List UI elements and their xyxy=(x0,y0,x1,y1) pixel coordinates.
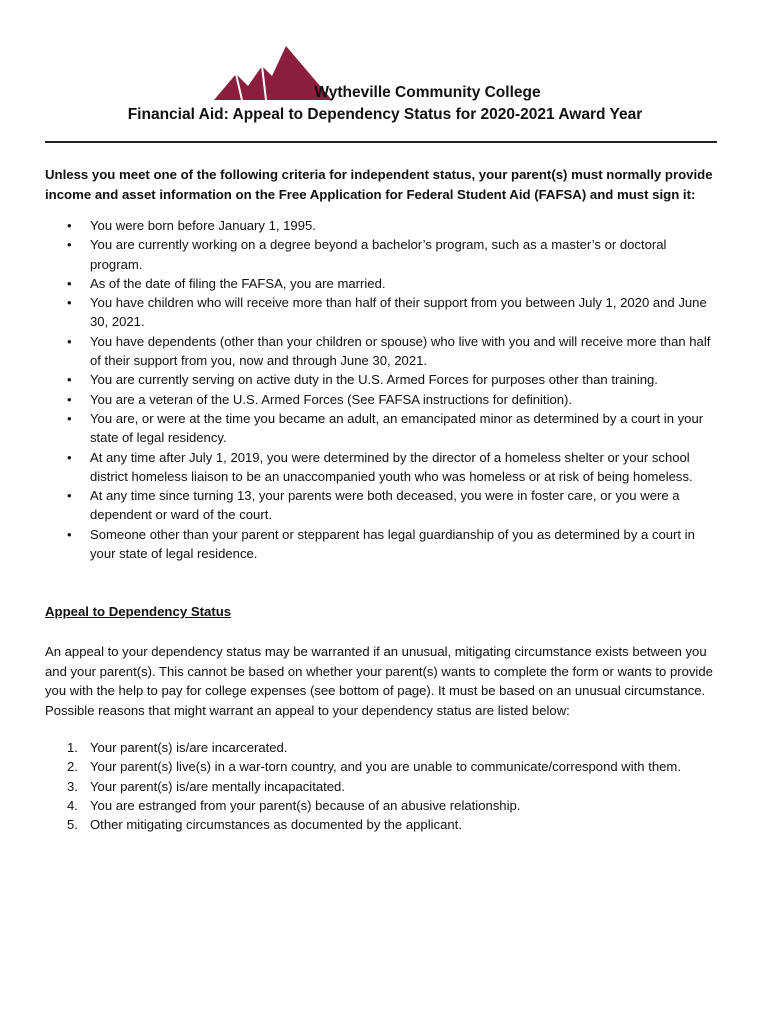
list-item: • You were born before January 1, 1995. xyxy=(45,216,720,235)
bullet-icon: • xyxy=(67,237,72,253)
list-item: • You are currently serving on active duty in the U.S. Armed Forces for purposes other than training. xyxy=(45,370,720,389)
list-item: • At any time since turning 13, your parents were both deceased, you were in foster care, or you were a dependent or ward of the court. xyxy=(67,488,680,523)
bullet-icon: • xyxy=(67,372,72,388)
list-item: • At any time after July 1, 2019, you were determined by the director of a homeless shelter or your school district homeless liaison to be an unaccompanied youth who was homeless or at risk of being homeless. xyxy=(67,449,693,484)
bullet-icon: • xyxy=(67,275,72,291)
bullet-icon: • xyxy=(67,488,72,504)
list-item: 3. Your parent(s) is/are mentally incapacitated. xyxy=(67,778,345,794)
list-item: 5. Other mitigating circumstances as documented by the applicant. xyxy=(67,817,462,833)
list-item: • Someone other than your parent or stepparent has legal guardianship of you as determined by a court in your state of legal residence. xyxy=(67,526,695,562)
bullet-icon: • xyxy=(67,449,72,465)
list-item: • You have dependents (other than your children or spouse) who live with you and will receive more than half of their support from you, now and through June 30, 2021. xyxy=(67,333,711,369)
bullet-icon: • xyxy=(67,410,72,426)
bullet-icon: • xyxy=(67,333,72,349)
list-item: • You are, or were at the time you became an adult, an emancipated minor as determined by a court in your state of legal residency. xyxy=(67,410,704,446)
criteria-list xyxy=(45,216,720,563)
appeal-heading: Appeal to Dependency Status xyxy=(45,604,232,619)
list-item: • As of the date of filing the FAFSA, you are married. xyxy=(45,274,720,293)
reasons-list xyxy=(45,738,705,834)
list-item: 1. Your parent(s) is/are incarcerated. xyxy=(67,740,288,755)
intro-paragraph: Unless you meet one of the following criteria for independent status, your parent(s) must normally provide income and asset information on the Free Application for Federal Student Aid (FAFSA) and must sign it: xyxy=(45,167,713,202)
appeal-paragraph: An appeal to your dependency status may be warranted if an unusual, mitigating circumstance exists between you and your parent(s). This cannot be based on whether your parent(s) wants to complete the form or wants to provide you with the help to pay for college expenses (see bottom of page). It must be based on an unusual circumstance. Possible reasons that might warrant an appeal to your dependency status are listed below: xyxy=(45,644,713,718)
college-name: Wytheville Community College xyxy=(314,84,541,101)
bullet-icon: • xyxy=(67,218,72,233)
bullet-icon: • xyxy=(67,526,72,542)
list-item: • You are a veteran of the U.S. Armed Forces (See FAFSA instructions for definition). xyxy=(45,390,720,409)
list-item: 2. Your parent(s) live(s) in a war-torn country, and you are unable to communicate/correspond with them. xyxy=(67,759,681,775)
header-divider xyxy=(45,141,717,143)
list-item: • You have children who will receive more than half of their support from you between July 1, 2020 and June 30, 2021. xyxy=(67,295,707,330)
list-item: 4. You are estranged from your parent(s) because of an abusive relationship. xyxy=(67,797,521,813)
bullet-icon: • xyxy=(67,391,72,407)
list-item: • You are currently working on a degree beyond a bachelor’s program, such as a master’s or doctoral program. xyxy=(67,237,667,272)
form-title: Financial Aid: Appeal to Dependency Status for 2020-2021 Award Year xyxy=(127,106,643,123)
bullet-icon: • xyxy=(67,295,72,311)
